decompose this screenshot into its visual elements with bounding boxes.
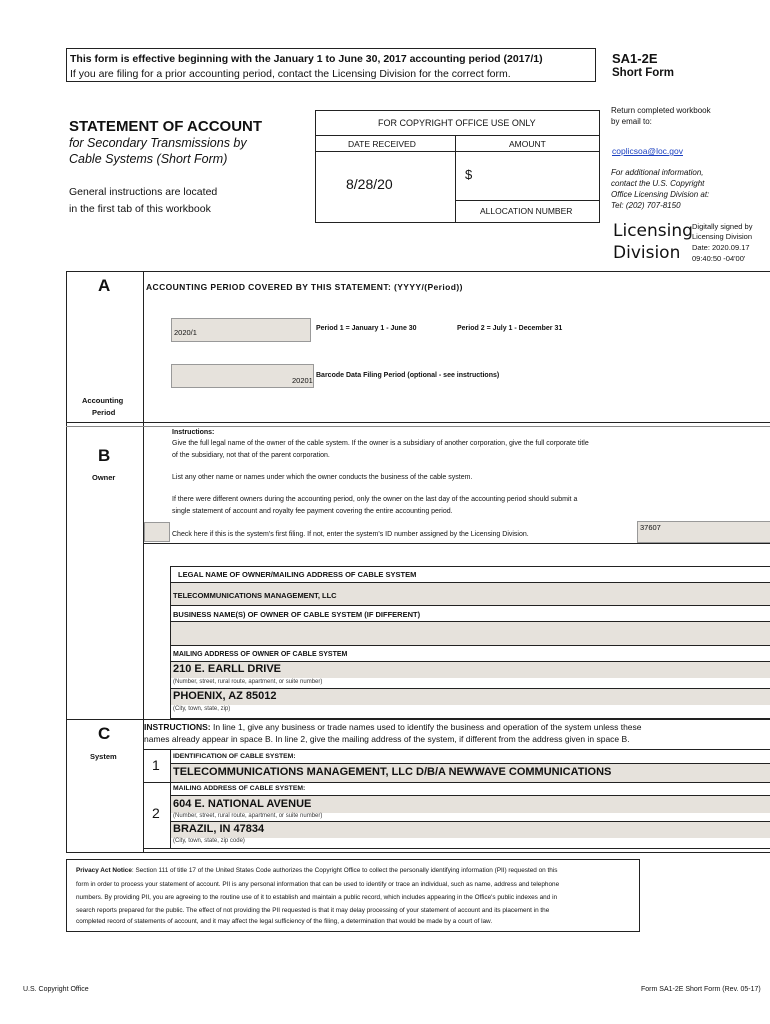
signature-name-2: Division — [613, 243, 681, 263]
section-c-letter: C — [98, 724, 111, 743]
system-id-label: IDENTIFICATION OF CABLE SYSTEM: — [173, 753, 296, 760]
title-sub-1: for Secondary Transmissions by — [69, 136, 247, 150]
period-2-note: Period 2 = July 1 - December 31 — [457, 325, 563, 332]
return-text-1: Return completed workbook — [611, 106, 711, 115]
legal-name-label: LEGAL NAME OF OWNER/MAILING ADDRESS OF CABLE SYSTEM — [178, 570, 417, 579]
first-filing-checkbox[interactable] — [144, 522, 170, 542]
section-c-instr-text: In line 1, give any business or trade names used to identify the business and operation of the system unless these — [210, 722, 642, 732]
info-text-2: contact the U.S. Copyright — [611, 179, 705, 188]
date-received-label: DATE RECEIVED — [348, 139, 416, 149]
barcode-period-value: 20201 — [292, 376, 313, 385]
section-a-letter: A — [98, 276, 111, 295]
section-a-heading: ACCOUNTING PERIOD COVERED BY THIS STATEMENT: (YYYY/(Period)) — [146, 282, 463, 292]
system-city-hint: (City, town, state, zip code) — [173, 838, 245, 844]
section-c-instr-1 — [144, 722, 642, 732]
owner-city-value: PHOENIX, AZ 85012 — [173, 690, 277, 702]
section-b-instr-4: If there were different owners during the accounting period, only the owner on the last day of the accounting period should submit a — [172, 496, 578, 503]
system-mailing-label: MAILING ADDRESS OF CABLE SYSTEM: — [173, 785, 306, 792]
signature-detail-3: Date: 2020.09.17 — [692, 243, 750, 252]
signature-detail-1: Digitally signed by — [692, 222, 753, 231]
title-sub-2: Cable Systems (Short Form) — [69, 152, 228, 166]
amount-symbol: $ — [465, 167, 473, 182]
general-instructions-1: General instructions are located — [69, 186, 218, 198]
system-city-value: BRAZIL, IN 47834 — [173, 823, 265, 835]
footer-right: Form SA1-2E Short Form (Rev. 05-17) — [641, 986, 761, 993]
info-text-1: For additional information, — [611, 168, 704, 177]
section-c-label: System — [90, 752, 117, 761]
privacy-bold: Privacy Act Notice — [76, 867, 132, 874]
section-c-instr-2: names already appear in space B. In line 2, give the mailing address of the system, if different from the address given in space B. — [144, 734, 630, 744]
business-names-label: BUSINESS NAME(S) OF OWNER OF CABLE SYSTEM (IF DIFFERENT) — [173, 610, 421, 619]
section-b-letter: B — [98, 446, 111, 465]
system-identification-value: TELECOMMUNICATIONS MANAGEMENT, LLC D/B/A NEWWAVE COMMUNICATIONS — [173, 766, 612, 778]
date-received-value: 8/28/20 — [346, 176, 393, 192]
section-b-instr-1: Give the full legal name of the owner of the cable system. If the owner is a subsidiary of another corporation, give the full corporate title — [172, 440, 589, 447]
barcode-label: Barcode Data Filing Period (optional - see instructions) — [316, 372, 500, 379]
effective-line-1: This form is effective beginning with the January 1 to June 30, 2017 accounting period (2017/1) — [70, 53, 543, 65]
general-instructions-2: in the first tab of this workbook — [69, 203, 211, 215]
section-a-label-2: Period — [92, 408, 116, 417]
owner-left-shade — [144, 566, 170, 719]
allocation-number-label: ALLOCATION NUMBER — [480, 206, 573, 216]
info-text-3: Office Licensing Division at: — [611, 190, 710, 199]
privacy-line-4: search reports prepared for the public. The effect of not providing the PII requested is that it may delay processing of your statement of account and its placement in the — [76, 907, 550, 914]
privacy-line-5: completed record of statements of account, and it may affect the legal sufficiency of the filing, a determination that would be made by a court of law. — [76, 918, 493, 925]
form-code: SA1-2E — [612, 51, 658, 66]
first-filing-label: Check here if this is the system's first filing. If not, enter the system's ID number assigned by the Licensing Division. — [172, 531, 529, 538]
owner-city-hint: (City, town, state, zip) — [173, 706, 231, 712]
section-b-label: Owner — [92, 473, 116, 482]
signature-detail-2: Licensing Division — [692, 232, 753, 241]
form-type: Short Form — [612, 67, 674, 79]
signature-detail-4: 09:40:50 -04'00' — [692, 254, 746, 263]
system-street-hint: (Number, street, rural route, apartment, or suite number) — [173, 813, 323, 819]
section-c-instr-bold: INSTRUCTIONS: — [144, 722, 211, 732]
mailing-owner-label: MAILING ADDRESS OF OWNER OF CABLE SYSTEM — [173, 651, 348, 658]
period-1-note: Period 1 = January 1 - June 30 — [316, 325, 417, 332]
owner-street-hint: (Number, street, rural route, apartment, or suite number) — [173, 679, 323, 685]
business-names-input[interactable] — [171, 621, 770, 645]
privacy-line-2: form in order to process your statement of account. PII is any personal information that can be used to identify or trace an individual, such as name, address and telephone — [76, 881, 560, 888]
system-street-value: 604 E. NATIONAL AVENUE — [173, 798, 312, 810]
email-link[interactable]: coplicsoa@loc.gov — [612, 146, 683, 156]
footer-left: U.S. Copyright Office — [23, 986, 89, 993]
line-1-number: 1 — [152, 757, 160, 773]
system-id-value: 37607 — [640, 523, 661, 532]
return-text-2: by email to: — [611, 117, 652, 126]
privacy-line-1-text: : Section 111 of title 17 of the United States Code authorizes the Copyright Office to collect the personally identifying information (PII) requested on this — [131, 867, 558, 874]
page-title: STATEMENT OF ACCOUNT — [69, 118, 263, 135]
section-b-instr-3: List any other name or names under which the owner conducts the business of the cable system. — [172, 474, 473, 481]
signature-name-1: Licensing — [613, 221, 693, 241]
office-use-heading: FOR COPYRIGHT OFFICE USE ONLY — [378, 118, 536, 128]
accounting-period-value: 2020/1 — [174, 328, 197, 337]
amount-label: AMOUNT — [509, 139, 546, 149]
section-b-instructions-title: Instructions: — [172, 429, 215, 436]
privacy-line-1 — [76, 867, 557, 874]
section-b-instr-2: of the subsidiary, not that of the parent corporation. — [172, 452, 330, 459]
owner-street-value: 210 E. EARLL DRIVE — [173, 663, 281, 675]
info-text-4: Tel: (202) 707-8150 — [611, 201, 681, 210]
legal-name-value: TELECOMMUNICATIONS MANAGEMENT, LLC — [173, 591, 337, 600]
privacy-line-3: numbers. By providing PII, you are agreeing to the routine use of it to establish and maintain a public record, which includes appearing in the Office's public indexes and in — [76, 894, 558, 901]
section-b-instr-5: single statement of account and royalty fee payment covering the entire accounting period. — [172, 508, 453, 515]
line-2-number: 2 — [152, 805, 160, 821]
effective-line-2: If you are filing for a prior accounting period, contact the Licensing Division for the correct form. — [70, 68, 511, 80]
section-a-label-1: Accounting — [82, 396, 124, 405]
